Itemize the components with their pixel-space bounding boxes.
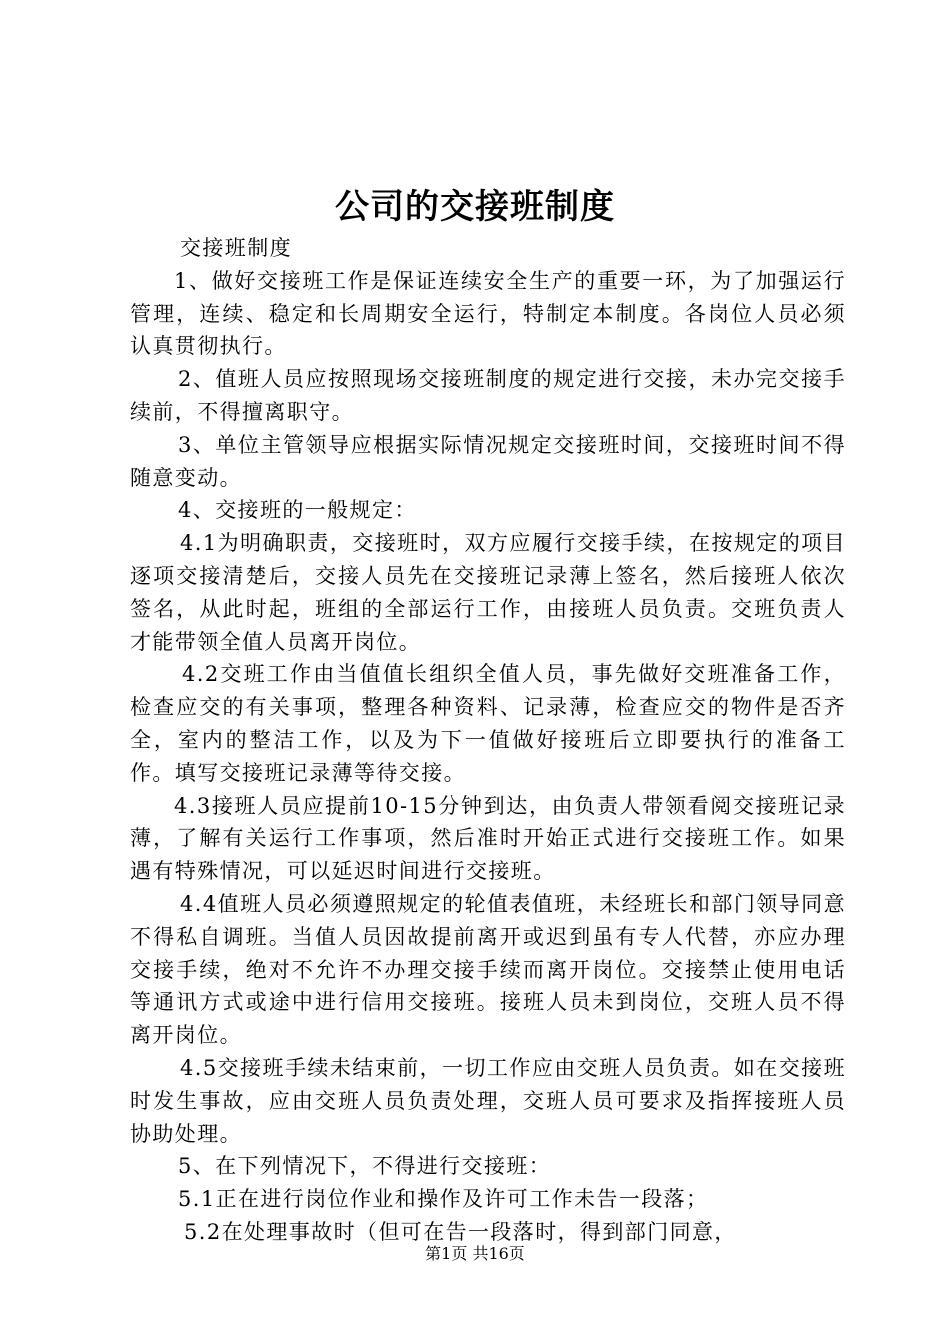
paragraph-4-4: 4.4值班人员必须遵照规定的轮值表值班，未经班长和部门领导同意不得私自调班。当值人员因故提前离开或迟到虽有专人代替，亦应办理交接手续，绝对不允许不办理交接手续而离开岗位。交接禁止使用电话等通讯方式或途中进行信用交接班。接班人员未到岗位，交班人员不得离开岗位。	[130, 891, 846, 1048]
page-number-footer: 第1页 共16页	[425, 1244, 525, 1263]
paragraph-4-2: 4.2交班工作由当值值长组织全值人员，事先做好交班准备工作，检查应交的有关事项，整理各种资料、记录薄，检查应交的物件是否齐全，室内的整洁工作，以及为下一值做好接班后立即要执行的准备工作。填写交接班记录薄等待交接。	[130, 662, 846, 785]
paragraph-3: 3、单位主管领导应根据实际情况规定交接班时间，交接班时间不得随意变动。	[130, 432, 846, 490]
document-body	[130, 232, 846, 1249]
paragraph-5-1: 5.1正在进行岗位作业和操作及许可工作未告一段落；	[178, 1187, 709, 1212]
paragraph-4: 4、交接班的一般规定：	[178, 498, 417, 523]
document-subtitle: 交接班制度	[180, 236, 292, 260]
paragraph-5: 5、在下列情况下，不得进行交接班：	[178, 1154, 552, 1179]
paragraph-4-3: 4.3接班人员应提前10-15分钟到达，由负责人带领看阅交接班记录薄，了解有关运行工作事项，然后准时开始正式进行交接班工作。如果遇有特殊情况，可以延迟时间进行交接班。	[130, 793, 846, 884]
paragraph-2: 2、值班人员应按照现场交接班制度的规定进行交接，未办完交接手续前，不得擅离职守。	[130, 367, 846, 424]
paragraph-4-5: 4.5交接班手续未结束前，一切工作应由交班人员负责。如在交接班时发生事故，应由交班人员负责处理，交班人员可要求及指挥接班人员协助处理。	[130, 1055, 846, 1146]
paragraph-4-1: 4.1为明确职责，交接班时，双方应履行交接手续，在按规定的项目逐项交接清楚后，交接人员先在交接班记录薄上签名，然后接班人依次签名，从此时起，班组的全部运行工作，由接班人员负责。交班负责人才能带领全值人员离开岗位。	[130, 531, 846, 654]
paragraph-5-2: 5.2在处理事故时（但可在告一段落时，得到部门同意，	[184, 1219, 737, 1244]
document-title: 公司的交接班制度	[335, 187, 615, 227]
paragraph-1: 1、做好交接班工作是保证连续安全生产的重要一环，为了加强运行管理，连续、稳定和长周期安全运行，特制定本制度。各岗位人员必须认真贯彻执行。	[130, 268, 846, 359]
